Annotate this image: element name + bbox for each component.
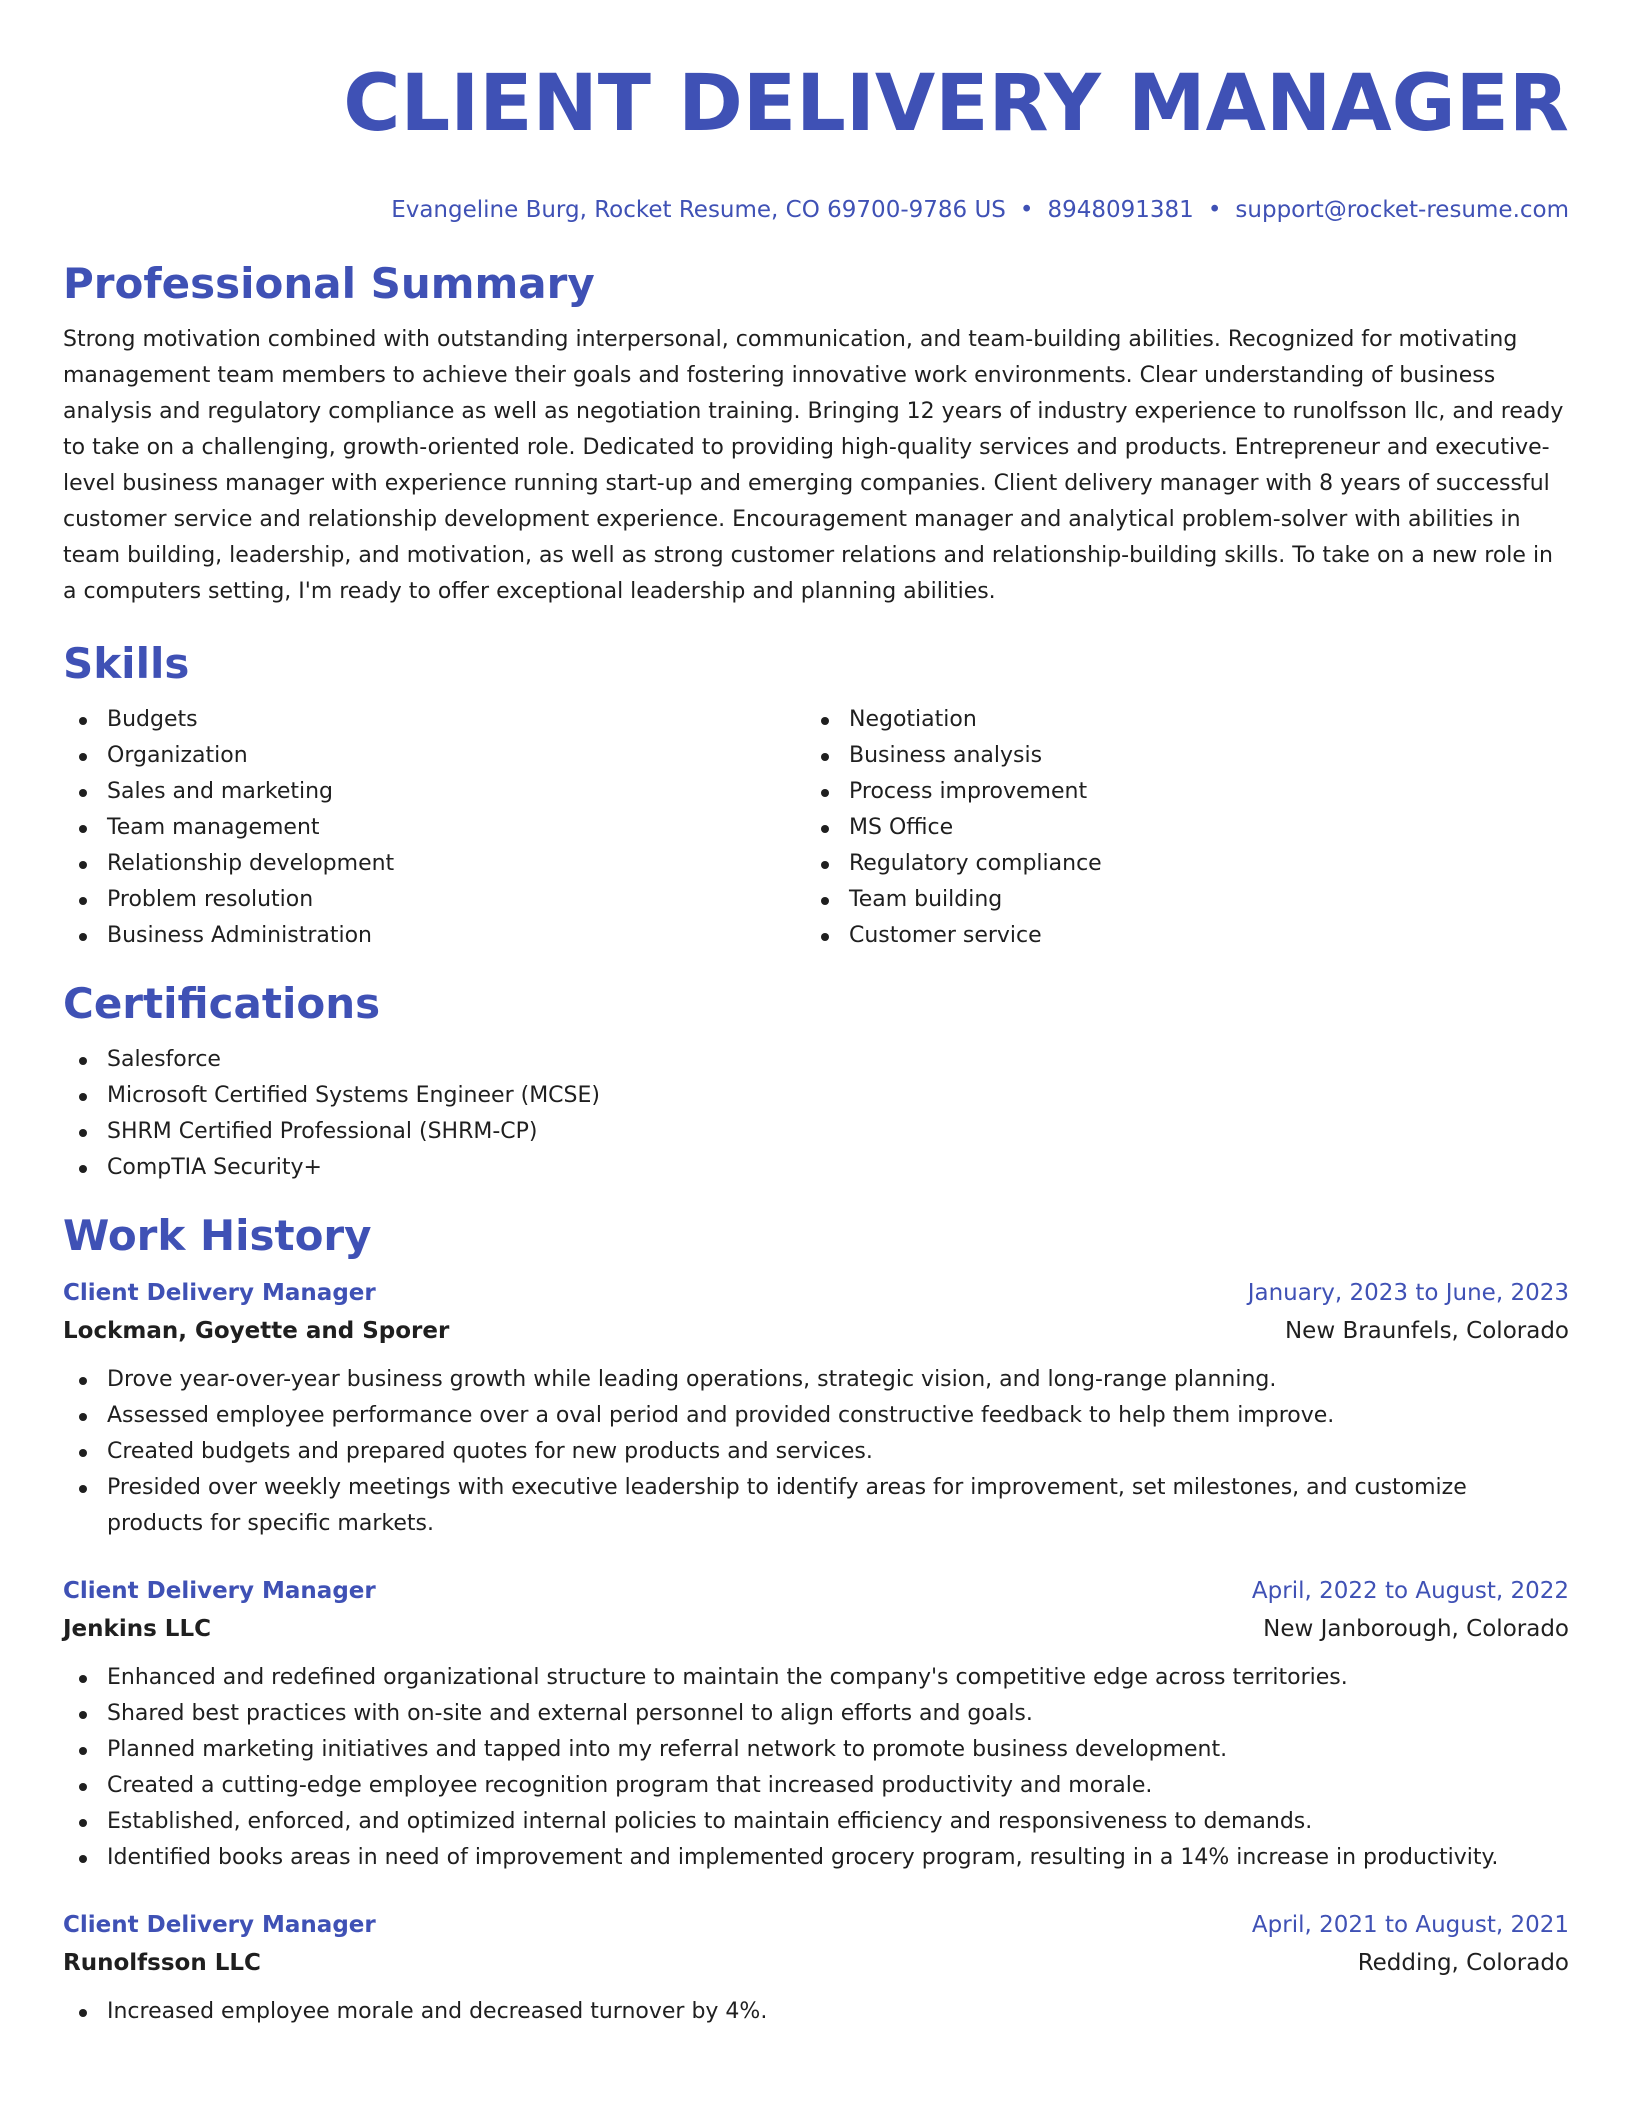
job-bullet: Increased employee morale and decreased turnover by 4%. xyxy=(63,1994,1569,2030)
job-title: Client Delivery Manager xyxy=(63,1578,376,1604)
job-dates: April, 2022 to August, 2022 xyxy=(1251,1578,1569,1604)
skill-item: Budgets xyxy=(63,702,805,738)
contact-line xyxy=(63,194,1569,226)
job-bullet: Created a cutting-edge employee recognition program that increased productivity and morale. xyxy=(63,1768,1569,1804)
job-bullets xyxy=(63,1994,1569,2030)
job-company: Lockman, Goyette and Sporer xyxy=(63,1318,450,1344)
job-entry xyxy=(63,1572,1569,1876)
skills-list-right xyxy=(805,702,1569,954)
job-bullets xyxy=(63,1362,1569,1542)
summary-text: Strong motivation combined with outstanding interpersonal, communication, and team-building abilities. Recognized for motivating management team members to achieve their goals and fostering innovative work environments. Clear understanding of business analysis and regulatory compliance as well as negotiation training. Bringing 12 years of industry experience to runolfsson llc, and ready to take on a challenging, growth-oriented role. Dedicated to providing high-quality services and products. Entrepreneur and executive-level business manager with experience running start-up and emerging companies. Client delivery manager with 8 years of successful customer service and relationship development experience. Encouragement manager and analytical problem-solver with abilities in team building, leadership, and motivation, as well as strong customer relations and relationship-building skills. To take on a new role in a computers setting, I'm ready to offer exceptional leadership and planning abilities. xyxy=(63,327,1564,604)
skill-item: Sales and marketing xyxy=(63,774,805,810)
skill-item: Negotiation xyxy=(805,702,1569,738)
skills-heading: Skills xyxy=(63,639,190,688)
work-history-heading: Work History xyxy=(63,1211,372,1260)
job-company: Jenkins LLC xyxy=(63,1616,211,1642)
job-bullets xyxy=(63,1660,1569,1876)
job-entry xyxy=(63,1906,1569,2030)
skill-item: Process improvement xyxy=(805,774,1569,810)
job-dates: January, 2023 to June, 2023 xyxy=(1247,1280,1569,1306)
job-location: New Janborough, Colorado xyxy=(1263,1616,1569,1642)
job-bullet: Created budgets and prepared quotes for new products and services. xyxy=(63,1434,1569,1470)
job-title-row xyxy=(63,1906,1569,1944)
job-bullet: Planned marketing initiatives and tapped into my referral network to promote business development. xyxy=(63,1732,1569,1768)
certification-item: CompTIA Security+ xyxy=(63,1150,1569,1186)
job-dates: April, 2021 to August, 2021 xyxy=(1251,1912,1569,1938)
job-company-row xyxy=(63,1944,1569,1982)
certification-item: Microsoft Certified Systems Engineer (MCSE) xyxy=(63,1078,1569,1114)
summary-heading: Professional Summary xyxy=(63,259,595,308)
job-bullet: Established, enforced, and optimized internal policies to maintain efficiency and responsiveness to demands. xyxy=(63,1804,1569,1840)
job-bullet: Shared best practices with on-site and external personnel to align efforts and goals. xyxy=(63,1696,1569,1732)
skills-grid xyxy=(63,702,1569,954)
job-bullet: Assessed employee performance over a oval period and provided constructive feedback to help them improve. xyxy=(63,1398,1569,1434)
job-title: Client Delivery Manager xyxy=(63,1912,376,1938)
job-title-row xyxy=(63,1274,1569,1312)
job-company: Runolfsson LLC xyxy=(63,1950,261,1976)
job-entry xyxy=(63,1274,1569,1542)
skill-item: Relationship development xyxy=(63,846,805,882)
skill-item: Team management xyxy=(63,810,805,846)
contact-email[interactable]: support@rocket-resume.com xyxy=(1235,197,1569,223)
certification-item: SHRM Certified Professional (SHRM-CP) xyxy=(63,1114,1569,1150)
job-bullet: Enhanced and redefined organizational structure to maintain the company's competitive edge across territories. xyxy=(63,1660,1569,1696)
job-location: Redding, Colorado xyxy=(1357,1950,1569,1976)
job-location: New Braunfels, Colorado xyxy=(1284,1318,1569,1344)
certification-item: Salesforce xyxy=(63,1042,1569,1078)
job-title: Client Delivery Manager xyxy=(63,1280,376,1306)
contact-separator: • xyxy=(1207,197,1222,223)
job-bullet: Identified books areas in need of improvement and implemented grocery program, resulting in a 14% increase in productivity. xyxy=(63,1840,1569,1876)
job-bullet: Presided over weekly meetings with executive leadership to identify areas for improvement, set milestones, and customize products for specific markets. xyxy=(63,1470,1569,1542)
resume-title: CLIENT DELIVERY MANAGER xyxy=(343,59,1569,149)
contact-phone: 8948091381 xyxy=(1047,197,1194,223)
skill-item: Customer service xyxy=(805,918,1569,954)
skill-item: Regulatory compliance xyxy=(805,846,1569,882)
certifications-heading: Certifications xyxy=(63,979,381,1028)
skill-item: Business Administration xyxy=(63,918,805,954)
certifications-list xyxy=(63,1042,1569,1186)
job-bullet: Drove year-over-year business growth while leading operations, strategic vision, and long-range planning. xyxy=(63,1362,1569,1398)
contact-address: Evangeline Burg, Rocket Resume, CO 69700-9786 US xyxy=(391,197,1006,223)
skill-item: Business analysis xyxy=(805,738,1569,774)
contact-separator: • xyxy=(1019,197,1034,223)
skill-item: MS Office xyxy=(805,810,1569,846)
skill-item: Organization xyxy=(63,738,805,774)
job-title-row xyxy=(63,1572,1569,1610)
skills-list-left xyxy=(63,702,805,954)
job-company-row xyxy=(63,1312,1569,1350)
skill-item: Problem resolution xyxy=(63,882,805,918)
skill-item: Team building xyxy=(805,882,1569,918)
job-company-row xyxy=(63,1610,1569,1648)
